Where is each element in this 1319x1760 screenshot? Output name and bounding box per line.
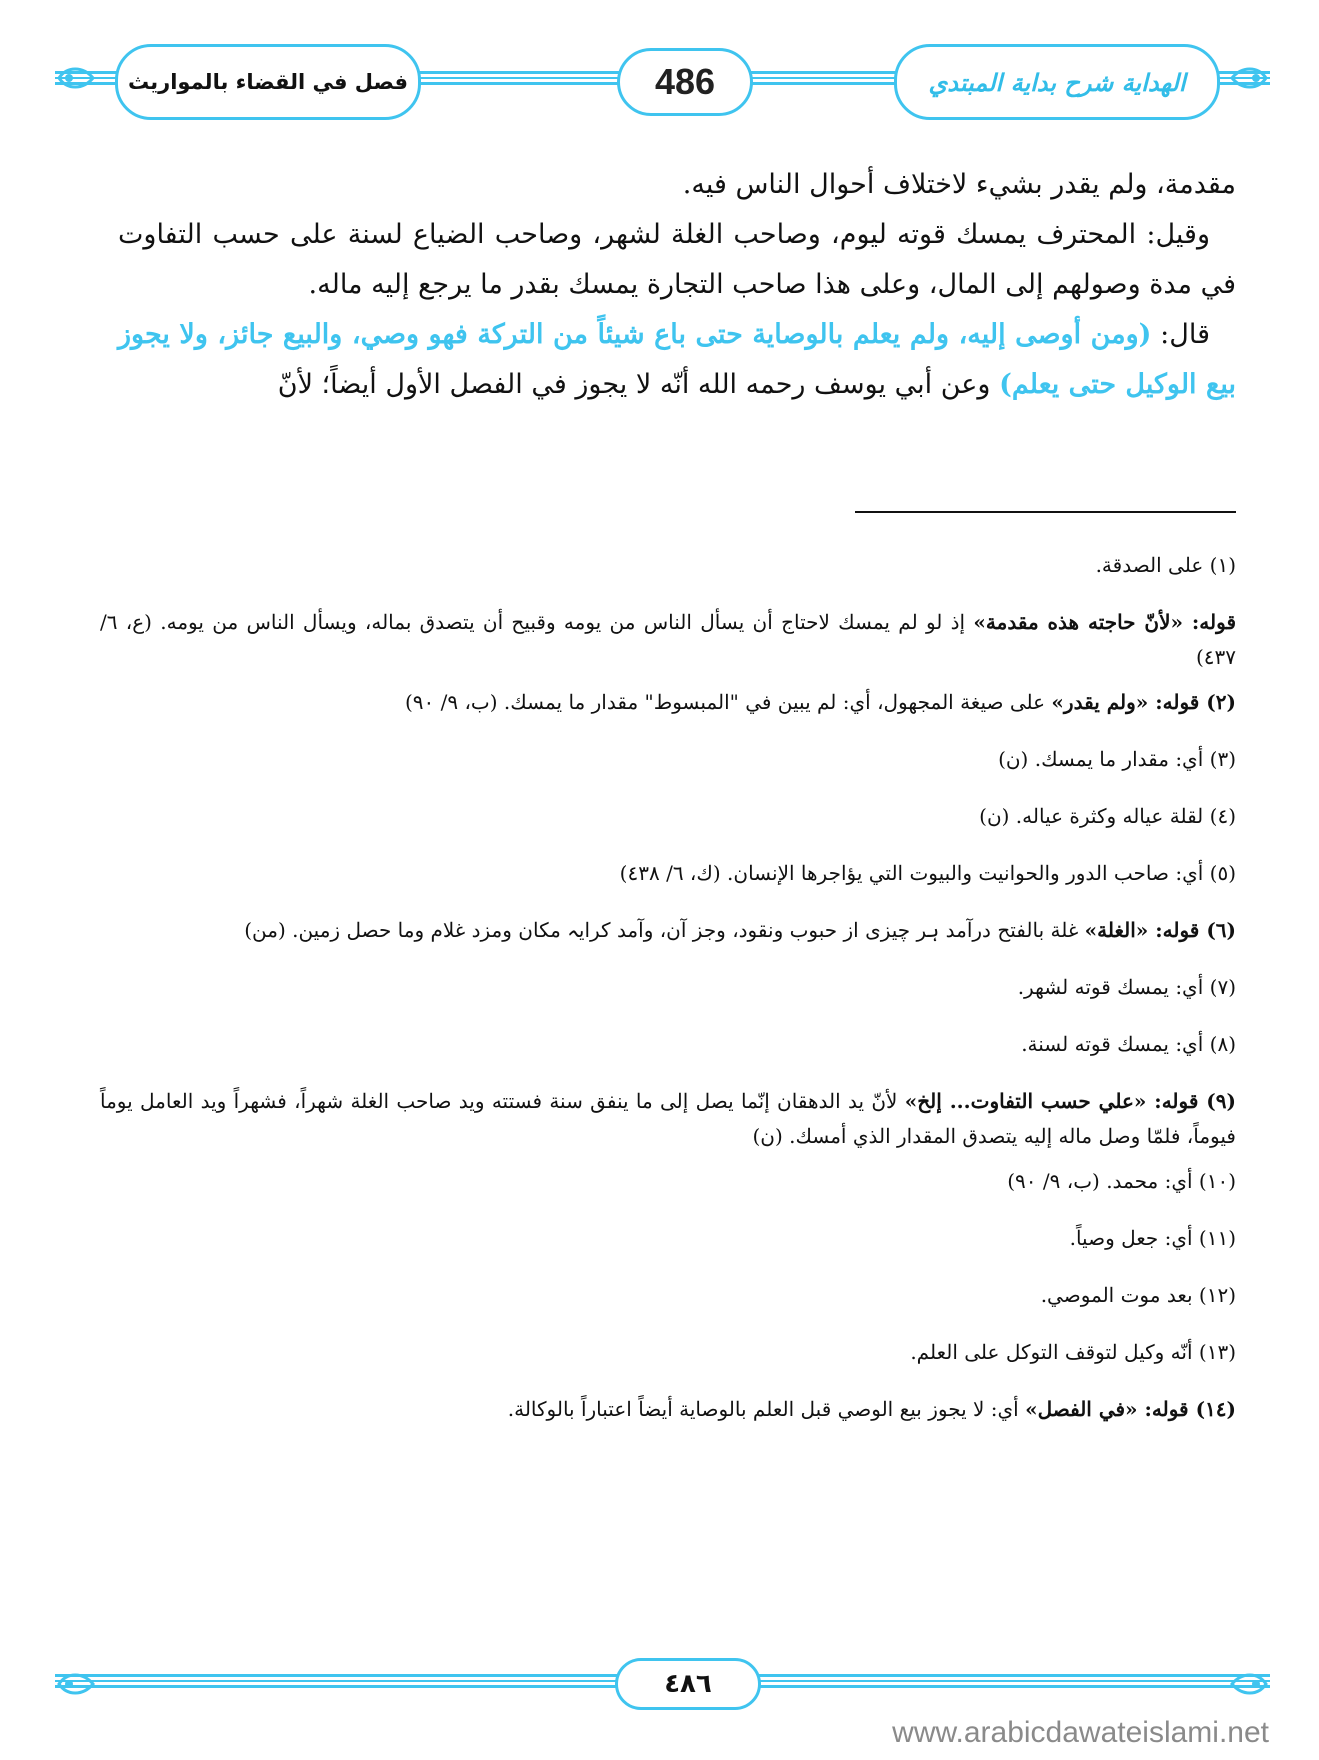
page-number: 486: [654, 61, 716, 102]
ornament-icon: [1230, 62, 1270, 94]
footnote-1: (١) على الصدقة.: [1095, 553, 1236, 577]
footnote-4: (٤) لقلة عياله وكثرة عياله. (ن): [979, 804, 1236, 828]
highlighted-quote: (ومن أوصى إليه، ولم يعلم بالوصاية حتى باع شيئاً من التركة فهو وصي، والبيع جائز، ولا يجوز بيع الوكيل حتى يعلم): [118, 319, 1236, 400]
section-title-cartouche: [115, 44, 421, 120]
footnote-10: (١٠) أي: محمد. (ب، ٩/ ٩٠): [1007, 1169, 1236, 1193]
footnote-7: (٧) أي: يمسك قوته لشهر.: [1017, 975, 1236, 999]
main-text: [118, 160, 1236, 410]
footnote-13: (١٣) أنّه وكيل لتوقف التوكل على العلم.: [910, 1340, 1236, 1364]
main-paragraph-3: قال: (ومن أوصى إليه، ولم يعلم بالوصاية حتى باع شيئاً من التركة فهو وصي، والبيع جائز، ولا يجوز بيع الوكيل حتى يعلم) وعن أبي يوسف رحمه الله أنّه لا يجوز في الفصل الأول أيضاً؛ لأنّ: [118, 319, 1236, 400]
footnotes: [100, 548, 1236, 1449]
book-title: الهداية شرح بداية المبتدي: [928, 67, 1186, 97]
paragraph-intro: قال: [1169, 319, 1210, 350]
footnote-6: (٦) قوله: «الغلة» غلة بالفتح درآمد ہر چیزی از حبوب ونقود، وجز آن، وآمد كرایہ مكان ومزد غلام وما حصل زمین. (من): [244, 918, 1236, 942]
paragraph-continuation: وعن أبي يوسف رحمه الله أنّه لا يجوز في الفصل الأول أيضاً؛ لأنّ: [277, 369, 991, 400]
watermark-url: www.arabicdawateislami.net: [892, 1716, 1269, 1749]
footnote-3: (٣) أي: مقدار ما يمسك. (ن): [998, 747, 1236, 771]
footnote-9: (٩) قوله: «علي حسب التفاوت... إلخ» لأنّ يد الدهقان إنّما يصل إلى ما ينفق سنة فستته ويد صاحب الغلة شهراً، فشهراً ويد العامل يوماً فيوماً، فلمّا وصل ماله إليه يتصدق المقدار الذي أمسك. (ن): [100, 1089, 1236, 1148]
section-title: فصل في القضاء بالمواريث: [128, 70, 408, 94]
footnote-separator: [855, 511, 1236, 513]
book-title-cartouche: [894, 44, 1220, 120]
page-number-cartouche: [617, 48, 753, 116]
main-paragraph-2: وقيل: المحترف يمسك قوته ليوم، وصاحب الغلة لشهر، وصاحب الضياع لسنة على حسب التفاوت في مدة وصولهم إلى المال، وعلى هذا صاحب التجارة يمسك بقدر ما يرجع إليه ماله.: [118, 219, 1236, 300]
footnote-11: (١١) أي: جعل وصياً.: [1069, 1226, 1236, 1250]
footnote-12: (١٢) بعد موت الموصي.: [1040, 1283, 1236, 1307]
ornament-icon: [55, 62, 95, 94]
ornament-icon: [55, 1668, 95, 1700]
main-paragraph-1: مقدمة، ولم يقدر بشيء لاختلاف أحوال الناس فيه.: [682, 169, 1236, 200]
footnote-2: (٢) قوله: «ولم يقدر» على صيغة المجهول، أي: لم يبين في "المبسوط" مقدار ما يمسك. (ب، ٩/ ٩٠): [404, 690, 1236, 714]
page-footer: [55, 1650, 1270, 1710]
footnote-14: (١٤) قوله: «في الفصل» أي: لا يجوز بيع الوصي قبل العلم بالوصاية أيضاً اعتباراً بالوكالة.: [507, 1397, 1236, 1421]
footer-page-number: ٤٨٦: [664, 1669, 712, 1699]
footnote-commentary: قوله: «لأنّ حاجته هذه مقدمة» إذ لو لم يمسك لاحتاج أن يسأل الناس من يومه وقبيح أن يتصدق بماله، ويسأل الناس من يومه. (ع، ٦/ ٤٣٧): [100, 610, 1237, 669]
footer-page-cartouche: [615, 1658, 761, 1710]
page-header: [55, 40, 1270, 118]
ornament-icon: [1230, 1668, 1270, 1700]
footnote-8: (٨) أي: يمسك قوته لسنة.: [1021, 1032, 1236, 1056]
footnote-5: (٥) أي: صاحب الدور والحوانيت والبيوت التي يؤاجرها الإنسان. (ك، ٦/ ٤٣٨): [619, 861, 1236, 885]
